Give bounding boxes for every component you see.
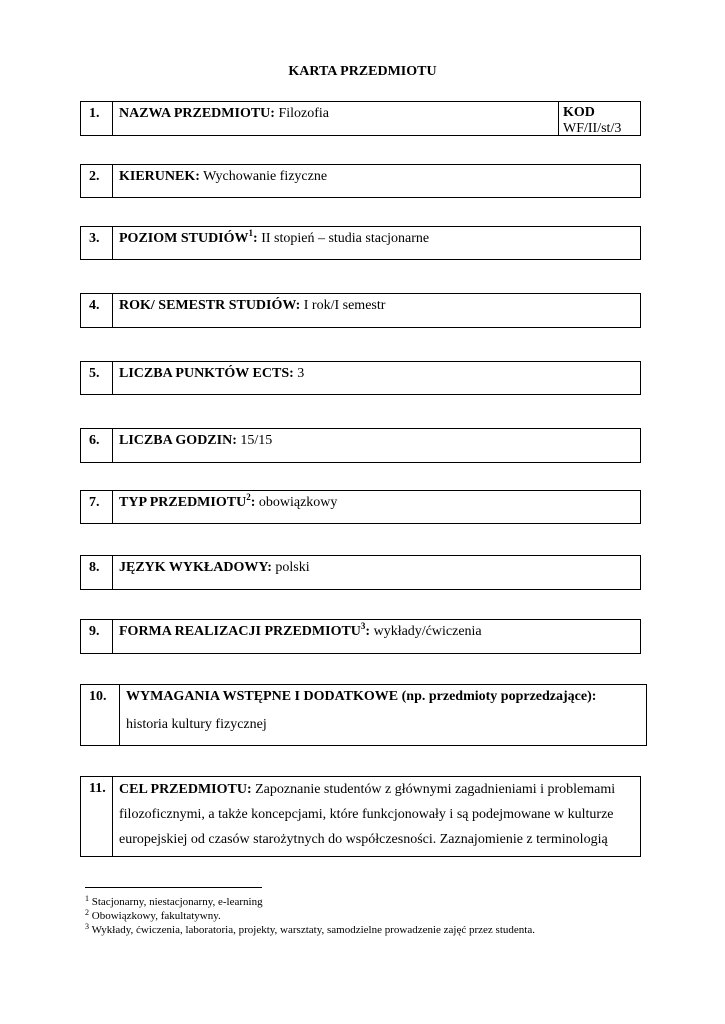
section-number: 11. — [81, 777, 113, 856]
section-content — [113, 620, 482, 641]
section-value: obowiązkowy — [258, 495, 338, 510]
section-number: 7. — [81, 491, 113, 523]
section-value: Filozofia — [278, 106, 330, 121]
section-label: CEL PRZEDMIOTU: — [119, 782, 252, 797]
section-label: WYMAGANIA WSTĘPNE I DODATKOWE (np. przedmioty poprzedzające): — [126, 689, 597, 704]
section-label: KIERUNEK: — [119, 169, 200, 184]
section-content — [113, 227, 429, 248]
section-content — [113, 556, 310, 577]
section-9-box — [80, 619, 641, 654]
section-number: 5. — [81, 362, 113, 394]
section-label: JĘZYK WYKŁADOWY: — [119, 560, 272, 575]
footnote-separator — [85, 887, 262, 888]
section-value: polski — [275, 560, 310, 575]
section-2-box — [80, 164, 641, 198]
section-value-line-2: filozoficznymi, a także koncepcjami, które funkcjonowały i są podejmowane w kulturze — [119, 807, 614, 822]
section-10-box — [80, 684, 647, 746]
section-number: 10. — [81, 685, 120, 745]
footnote-item — [85, 923, 535, 937]
section-label: LICZBA PUNKTÓW ECTS: — [119, 366, 294, 381]
section-7-box — [80, 490, 641, 524]
section-number: 9. — [81, 620, 113, 653]
footnote-item — [85, 909, 535, 923]
section-number: 3. — [81, 227, 113, 259]
section-5-box — [80, 361, 641, 395]
section-label: POZIOM STUDIÓW — [119, 231, 249, 246]
section-content — [120, 685, 596, 734]
section-label: NAZWA PRZEDMIOTU: — [119, 106, 275, 121]
footnote-marker: 2 — [85, 908, 89, 917]
section-label: FORMA REALIZACJI PRZEDMIOTU — [119, 624, 361, 639]
section-number: 4. — [81, 294, 113, 327]
document-title: KARTA PRZEDMIOTU — [288, 64, 437, 79]
section-6-box — [80, 428, 641, 463]
section-value: II stopień – studia stacjonarne — [261, 231, 430, 246]
section-8-box — [80, 555, 641, 590]
footnote-text: Obowiązkowy, fakultatywny. — [91, 910, 221, 922]
footnote-item — [85, 895, 535, 909]
footnote-marker: 3 — [85, 922, 89, 931]
section-content — [113, 777, 615, 852]
section-label: ROK/ SEMESTR STUDIÓW: — [119, 298, 301, 313]
section-content — [113, 429, 272, 450]
section-value: 15/15 — [240, 433, 273, 448]
section-content — [113, 362, 304, 383]
section-number: 8. — [81, 556, 113, 589]
footnotes — [85, 895, 535, 937]
footnote-ref: 1 — [248, 228, 254, 238]
section-11-box — [80, 776, 641, 857]
course-code-cell — [558, 102, 640, 135]
label-colon: : — [365, 624, 371, 639]
section-value: I rok/I semestr — [303, 298, 386, 313]
section-content — [113, 165, 327, 186]
section-content — [113, 102, 329, 123]
section-content — [113, 294, 385, 315]
label-colon: : — [253, 231, 258, 246]
footnote-marker: 1 — [85, 894, 89, 903]
section-value: 3 — [297, 366, 305, 381]
section-value-line-3: europejskiej od czasów starożytnych do współczesności. Zaznajomienie z terminologią — [119, 832, 608, 847]
code-label: KOD — [563, 105, 595, 120]
section-3-box — [80, 226, 641, 260]
section-value: historia kultury fizycznej — [126, 717, 267, 732]
section-value-line-1: Zapoznanie studentów z głównymi zagadnieniami i problemami — [255, 782, 616, 797]
section-label: LICZBA GODZIN: — [119, 433, 237, 448]
section-number: 6. — [81, 429, 113, 462]
section-content — [113, 491, 337, 512]
section-label: TYP PRZEDMIOTU — [119, 495, 247, 510]
section-1-box — [80, 101, 641, 136]
footnote-ref: 3 — [360, 621, 366, 631]
footnote-text: Wykłady, ćwiczenia, laboratoria, projekty, warsztaty, samodzielne prowadzenie zajęć przez studenta. — [91, 924, 535, 936]
section-number: 2. — [81, 165, 113, 197]
section-value: Wychowanie fizyczne — [203, 169, 328, 184]
code-value: WF/II/st/3 — [563, 121, 622, 136]
section-value: wykłady/ćwiczenia — [373, 624, 482, 639]
section-4-box — [80, 293, 641, 328]
footnote-ref: 2 — [246, 492, 251, 502]
footnote-text: Stacjonarny, niestacjonarny, e-learning — [91, 896, 263, 908]
section-number: 1. — [81, 102, 113, 135]
label-colon: : — [250, 495, 256, 510]
